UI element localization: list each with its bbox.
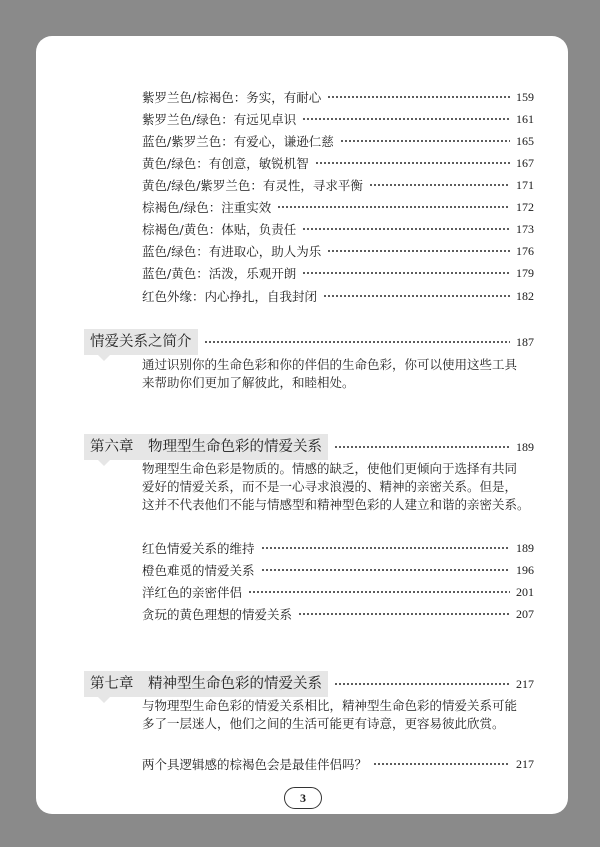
toc-entry-page: 201 bbox=[516, 584, 534, 599]
desc-line: 通过识别你的生命色彩和你的伴侣的生命色彩，你可以使用这些工具 bbox=[142, 357, 518, 372]
leader-dots bbox=[261, 547, 510, 549]
toc-entry-title: 蓝色/紫罗兰色：有爱心，谦逊仁慈 bbox=[142, 134, 334, 149]
section-heading-intro[interactable] bbox=[84, 329, 534, 355]
toc-entry-title: 蓝色/黄色：活泼，乐观开朗 bbox=[142, 266, 297, 281]
toc-entry[interactable] bbox=[142, 285, 534, 307]
leader-dots bbox=[340, 140, 510, 142]
toc-entry[interactable] bbox=[142, 537, 534, 559]
toc-entry-title: 两个具逻辑感的棕褐色会是最佳伴侣吗？ bbox=[142, 757, 368, 772]
desc-line: 来帮助你们更加了解彼此，和睦相处。 bbox=[142, 375, 355, 390]
toc-entry[interactable] bbox=[142, 86, 534, 108]
chapter-title: 精神型生命色彩的情爱关系 bbox=[148, 676, 322, 692]
leader-dots bbox=[302, 272, 510, 274]
toc-entry[interactable] bbox=[142, 130, 534, 152]
leader-dots bbox=[334, 683, 510, 685]
toc-entry[interactable] bbox=[142, 240, 534, 262]
toc-entry[interactable] bbox=[142, 196, 534, 218]
chapter-number: 第六章 bbox=[90, 439, 134, 455]
leader-dots bbox=[323, 295, 510, 297]
chapter-6-heading[interactable] bbox=[84, 434, 534, 460]
toc-entry[interactable] bbox=[142, 753, 534, 775]
chapter-title-box bbox=[84, 671, 328, 697]
toc-entry-page: 182 bbox=[516, 288, 534, 303]
toc-entry-title: 黄色/绿色/紫罗兰色：有灵性，寻求平衡 bbox=[142, 178, 363, 193]
toc-entry-page: 217 bbox=[516, 756, 534, 771]
toc-entry-page: 161 bbox=[516, 111, 534, 126]
toc-entry[interactable] bbox=[142, 581, 534, 603]
chapter-description bbox=[142, 697, 534, 733]
toc-entry[interactable] bbox=[142, 559, 534, 581]
chapter-title-box bbox=[84, 434, 328, 460]
toc-entry-title: 橙色难觅的情爱关系 bbox=[142, 563, 255, 578]
page-number: 3 bbox=[284, 787, 322, 809]
toc-entry[interactable] bbox=[142, 108, 534, 130]
leader-dots bbox=[248, 591, 510, 593]
toc-entry-page: 167 bbox=[516, 155, 534, 170]
chapter-description bbox=[142, 460, 534, 514]
desc-line: 与物理型生命色彩的情爱关系相比，精神型生命色彩的情爱关系可能 bbox=[142, 698, 518, 713]
toc-entry-page: 179 bbox=[516, 265, 534, 280]
toc-entry-title: 洋红色的亲密伴侣 bbox=[142, 585, 243, 600]
desc-line: 物理型生命色彩是物质的。情感的缺乏，使他们更倾向于选择有共同 bbox=[142, 461, 518, 476]
leader-dots bbox=[298, 613, 510, 615]
toc-entry-title: 紫罗兰色/绿色：有远见卓识 bbox=[142, 112, 297, 127]
chapter-page: 189 bbox=[516, 439, 534, 454]
leader-dots bbox=[334, 446, 510, 448]
chapter-number: 第七章 bbox=[90, 676, 134, 692]
toc-entry-title: 紫罗兰色/棕褐色：务实，有耐心 bbox=[142, 90, 322, 105]
leader-dots bbox=[277, 206, 510, 208]
toc-entry-title: 黄色/绿色：有创意，敏锐机智 bbox=[142, 156, 309, 171]
toc-entry-page: 173 bbox=[516, 221, 534, 236]
toc-entry-page: 196 bbox=[516, 562, 534, 577]
toc-entry-title: 蓝色/绿色：有进取心，助人为乐 bbox=[142, 244, 322, 259]
section-title: 情爱关系之简介 bbox=[84, 329, 198, 355]
section-description bbox=[142, 356, 534, 392]
toc-entry[interactable] bbox=[142, 262, 534, 284]
toc-entry-title: 棕褐色/黄色：体贴，负责任 bbox=[142, 222, 297, 237]
chapter-page: 217 bbox=[516, 676, 534, 691]
toc-entry-page: 176 bbox=[516, 243, 534, 258]
toc-entry-page: 172 bbox=[516, 199, 534, 214]
toc-entry-page: 189 bbox=[516, 540, 534, 555]
leader-dots bbox=[327, 96, 510, 98]
toc-entry-title: 红色情爱关系的维持 bbox=[142, 541, 255, 556]
chapter-7-heading[interactable] bbox=[84, 671, 534, 697]
toc-entry[interactable] bbox=[142, 603, 534, 625]
desc-line: 多了一层迷人，他们之间的生活可能更有诗意，更容易彼此欣赏。 bbox=[142, 716, 505, 731]
toc-entry[interactable] bbox=[142, 218, 534, 240]
leader-dots bbox=[261, 569, 510, 571]
toc-entry-page: 165 bbox=[516, 133, 534, 148]
chapter-title: 物理型生命色彩的情爱关系 bbox=[148, 439, 322, 455]
toc-entry-title: 红色外缘：内心挣扎，自我封闭 bbox=[142, 289, 318, 304]
toc-entry[interactable] bbox=[142, 174, 534, 196]
leader-dots bbox=[369, 184, 510, 186]
leader-dots bbox=[373, 763, 510, 765]
toc-entry[interactable] bbox=[142, 152, 534, 174]
leader-dots bbox=[315, 162, 510, 164]
toc-entry-page: 159 bbox=[516, 89, 534, 104]
toc-entry-page: 171 bbox=[516, 177, 534, 192]
toc-entry-page: 207 bbox=[516, 606, 534, 621]
leader-dots bbox=[204, 341, 511, 343]
leader-dots bbox=[302, 228, 510, 230]
toc-entry-title: 棕褐色/绿色：注重实效 bbox=[142, 200, 272, 215]
toc-entry-title: 贪玩的黄色理想的情爱关系 bbox=[142, 607, 293, 622]
desc-line: 这并不代表他们不能与情感型和精神型色彩的人建立和谐的亲密关系。 bbox=[142, 497, 530, 512]
section-page: 187 bbox=[516, 334, 534, 349]
desc-line: 爱好的情爱关系，而不是一心寻求浪漫的、精神的亲密关系。但是， bbox=[142, 479, 518, 494]
leader-dots bbox=[302, 118, 510, 120]
leader-dots bbox=[327, 250, 510, 252]
